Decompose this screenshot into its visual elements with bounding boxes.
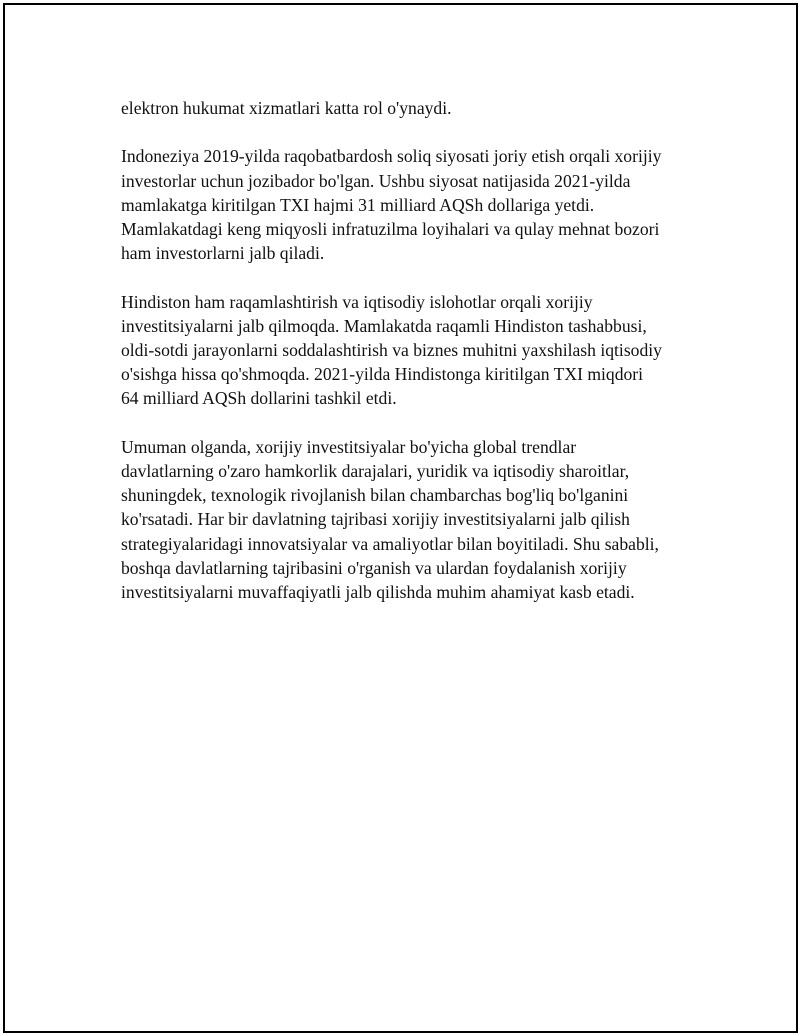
paragraph-summary: Umuman olganda, xorijiy investitsiyalar bo'yicha global trendlar davlatlarning o'zaro hamkorlik darajalari, yuridik va iqtisodiy sharoitlar, shuningdek, texnologik rivojlanish bilan chambarchas bog'liq bo'lganini ko'rsatadi. Har bir davlatning tajribasi xorijiy investitsiyalarni jalb qilish strategiyalaridagi innovatsiyalar va amaliyotlar bilan boyitiladi. Shu sababli, boshqa davlatlarning tajribasini o'rganish va ulardan foydalanish xorijiy investitsiyalarni muvaffaqiyatli jalb qilishda muhim ahamiyat kasb etadi. [121, 436, 659, 603]
document-page [3, 3, 798, 1033]
paragraph-india: Hindiston ham raqamlashtirish va iqtisodiy islohotlar orqali xorijiy investitsiyalarni jalb qilmoqda. Mamlakatda raqamli Hindiston tashabbusi, oldi-sotdi jarayonlarni soddalashtirish va biznes muhitni yaxshilash iqtisodiy o'sishga hissa qo'shmoqda. 2021-yilda Hindistonga kiritilgan TXI miqdori 64 milliard AQSh dollarini tashkil etdi. [121, 291, 662, 409]
document-body [121, 96, 696, 628]
paragraph-indonesia: Indoneziya 2019-yilda raqobatbardosh soliq siyosati joriy etish orqali xorijiy investorlar uchun jozibador bo'lgan. Ushbu siyosat natijasida 2021-yilda mamlakatga kiritilgan TXI hajmi 31 milliard AQSh dollariga yetdi. Mamlakatdagi keng miqyosli infratuzilma loyihalari va qulay mehnat bozori ham investorlarni jalb qiladi. [121, 146, 662, 264]
paragraph-egov-conclusion: elektron hukumat xizmatlari katta rol o'ynaydi. [121, 98, 452, 118]
